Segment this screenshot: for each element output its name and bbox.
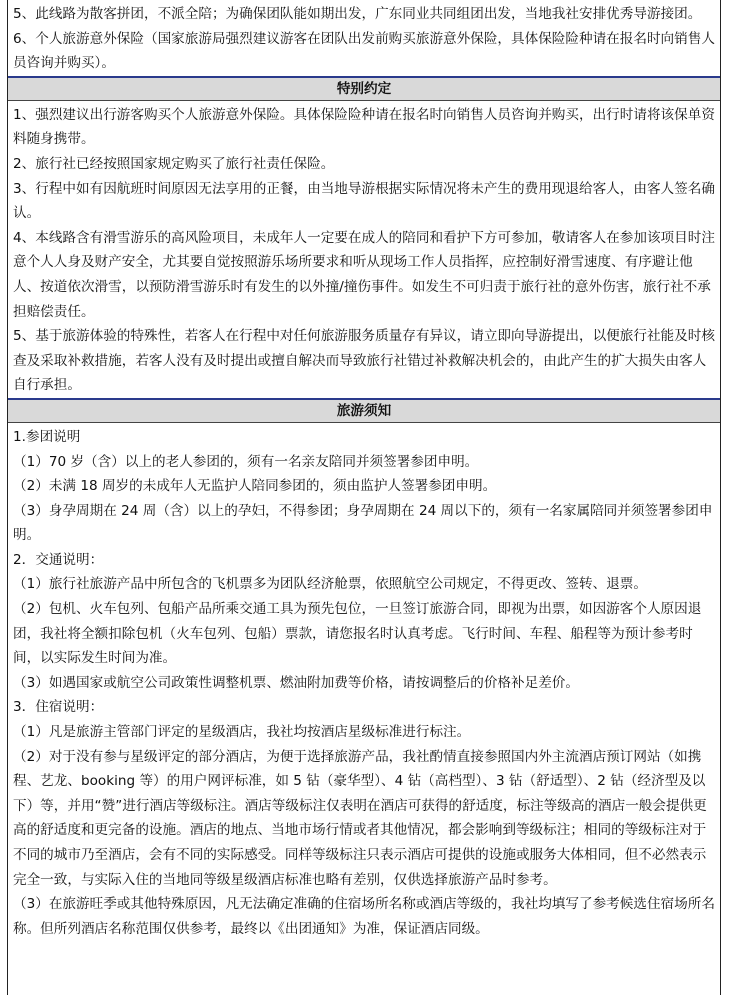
paragraph: （2）对于没有参与星级评定的部分酒店，为便于选择旅游产品，我社酌情直接参照国内外主流酒店预订网站（如携程、艺龙、booking 等）的用户网评标准，如 5 钻（豪华型）、4 钻（高档型）、3 钻（舒适型）、2 钻（经济型及以下）等，并用“赞”进行酒店等级标注。酒店等级标注仅表明在酒店可获得的舒适度，标注等级高的酒店一般会提供更高的舒适度和更完备的设施。酒店的地点、当地市场行情或者其他情况，都会影响到等级标注；相同的等级标注对于不同的城市乃至酒店，会有不同的实际感受。同样等级标注只表示酒店可提供的设施或服务大体相同，但不必然表示完全一致，与实际入住的当地同等级星级酒店标准也略有差别，仅供选择旅游产品时参考。 — [13, 748, 707, 888]
section-header-special: 特别约定 — [8, 76, 720, 101]
paragraph: 2、旅行社已经按照国家规定购买了旅行社责任保险。 — [13, 155, 335, 172]
paragraph: 3．住宿说明： — [13, 699, 104, 716]
paragraph: 1.参团说明 — [13, 428, 81, 445]
paragraph: （3）如遇国家或航空公司政策性调整机票、燃油附加费等价格，请按调整后的价格补足差价。 — [13, 674, 579, 691]
paragraph: 2．交通说明： — [13, 551, 104, 568]
special-section — [8, 101, 720, 398]
section-header-notice: 旅游须知 — [8, 398, 720, 423]
paragraph: 1、强烈建议出行游客购买个人旅游意外保险。具体保险险种请在报名时向销售人员咨询并购买，出行时请将该保单资料随身携带。 — [13, 106, 715, 148]
paragraph: （1）旅行社旅游产品中所包含的飞机票多为团队经济舱票，依照航空公司规定，不得更改、签转、退票。 — [13, 576, 647, 593]
top-section — [8, 0, 720, 76]
paragraph: （2）未满 18 周岁的未成年人无监护人陪同参团的，须由监护人签署参团申明。 — [13, 478, 497, 495]
paragraph: 4、本线路含有滑雪游乐的高风险项目，未成年人一定要在成人的陪同和看护下方可参加，敬请客人在参加该项目时注意个人人身及财产安全，尤其要自觉按照游乐场所要求和听从现场工作人员指挥，应控制好滑雪速度、有序避让他人、按道依次滑雪，以预防滑雪游乐时有发生的以外撞/撞伤事件。如发生不可归责于旅行社的意外伤害，旅行社不承担赔偿责任。 — [13, 229, 715, 320]
paragraph: （1）70 岁（含）以上的老人参团的，须有一名亲友陪同并须签署参团申明。 — [13, 453, 479, 470]
paragraph: （1）凡是旅游主管部门评定的星级酒店，我社均按酒店星级标准进行标注。 — [13, 724, 471, 741]
paragraph: （3）在旅游旺季或其他特殊原因，凡无法确定准确的住宿场所名称或酒店等级的，我社均填写了参考候选住宿场所名称。但所列酒店名称范围仅供参考，最终以《出团通知》为准，保证酒店同级。 — [13, 896, 715, 937]
paragraph: 6、个人旅游意外保险（国家旅游局强烈建议游客在团队出发前购买旅游意外保险，具体保险险种请在报名时向销售人员咨询并购买）。 — [13, 30, 715, 72]
paragraph: 5、基于旅游体验的特殊性，若客人在行程中对任何旅游服务质量存有异议，请立即向导游提出，以便旅行社能及时核查及采取补救措施，若客人没有及时提出或擅自解决而导致旅行社错过补救解决机会的，由此产生的扩大损失由客人自行承担。 — [13, 328, 715, 394]
paragraph: （2）包机、火车包列、包船产品所乘交通工具为预先包位，一旦签订旅游合同，即视为出票，如因游客个人原因退团，我社将全额扣除包机（火车包列、包船）票款，请您报名时认真考虑。飞行时间、车程、船程等为预计参考时间，以实际发生时间为准。 — [13, 601, 702, 667]
document-page — [7, 0, 721, 995]
paragraph: （3）身孕周期在 24 周（含）以上的孕妇，不得参团；身孕周期在 24 周以下的，须有一名家属陪同并须签署参团申明。 — [13, 502, 713, 544]
paragraph: 5、此线路为散客拼团，不派全陪；为确保团队能如期出发，广东同业共同组团出发，当地我社安排优秀导游接团。 — [13, 6, 702, 22]
notice-section — [8, 423, 720, 941]
paragraph: 3、行程中如有因航班时间原因无法享用的正餐，由当地导游根据实际情况将未产生的费用现退给客人，由客人签名确认。 — [13, 180, 715, 222]
